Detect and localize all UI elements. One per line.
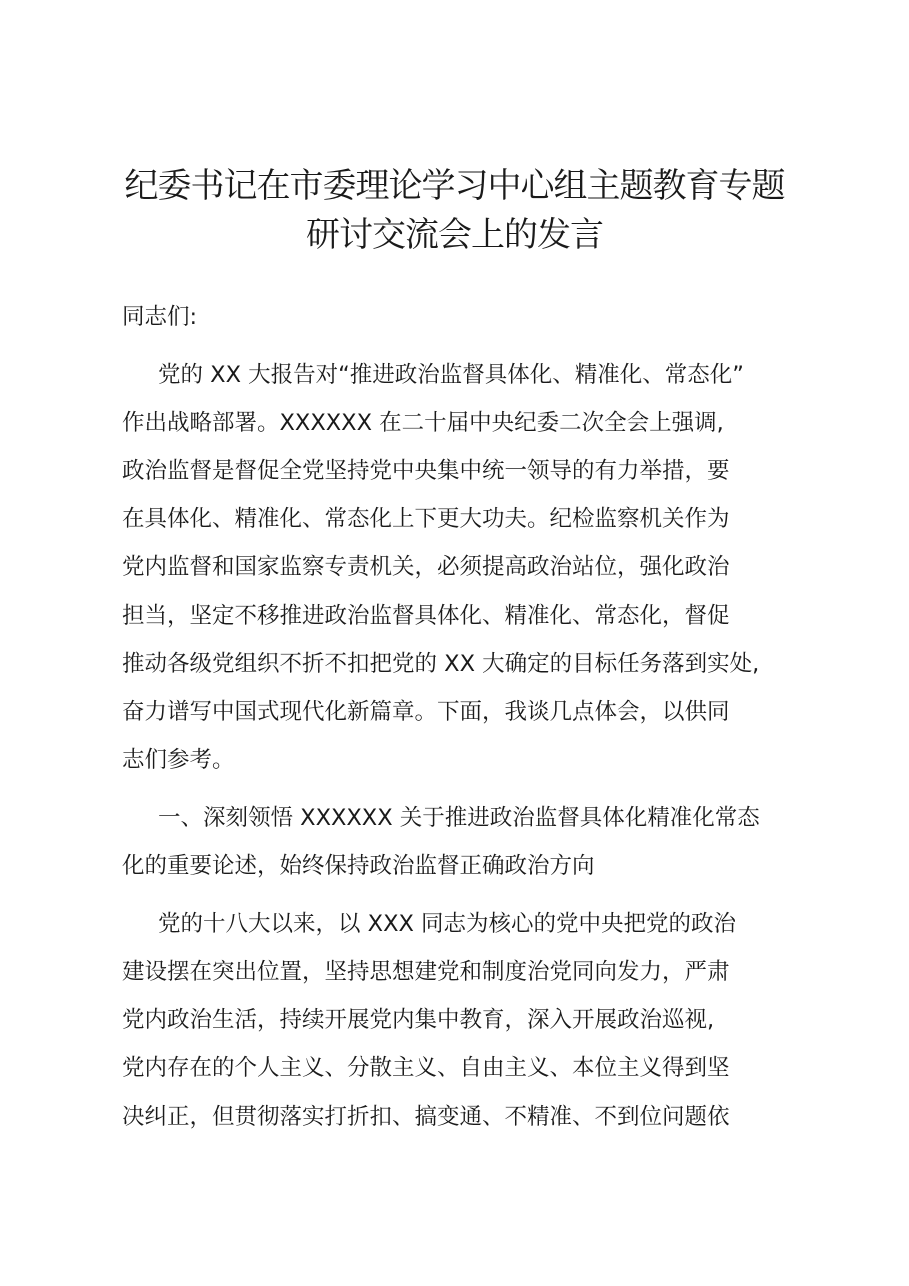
text-line: 在具体化、精准化、常态化上下更大功夫。纪检监察机关作为 (122, 506, 730, 533)
text-line: 作出战略部署。XXXXXX 在二十届中央纪委二次全会上强调, (122, 410, 724, 437)
salutation-text: 同志们: (122, 304, 198, 330)
text-line: 党内政治生活，持续开展党内集中教育，深入开展政治巡视, (122, 1007, 715, 1034)
document-title-line-1: 纪委书记在市委理论学习中心组主题教育专题 (124, 166, 785, 206)
document-title-line-2: 研讨交流会上的发言 (306, 215, 603, 255)
text-line: 推动各级党组织不折不扣把党的 XX 大确定的目标任务落到实处, (122, 650, 760, 677)
text-line: 决纠正，但贯彻落实打折扣、搞变通、不精准、不到位问题依 (122, 1103, 730, 1130)
text-line: 志们参考。 (122, 746, 235, 773)
document-body (122, 293, 802, 1141)
text-line: 担当，坚定不移推进政治监督具体化、精准化、常态化，督促 (122, 602, 730, 629)
heading-line: 一、深刻领悟 XXXXXX 关于推进政治监督具体化精准化常态 (158, 804, 760, 831)
paragraph-intro (122, 351, 802, 784)
section-heading-1 (122, 794, 802, 890)
text-line: 党的 XX 大报告对“推进政治监督具体化、精准化、常态化” (158, 362, 744, 389)
paragraph-section-1 (122, 900, 802, 1140)
text-line: 奋力谱写中国式现代化新篇章。下面，我谈几点体会，以供同 (122, 698, 730, 725)
text-line: 党内存在的个人主义、分散主义、自由主义、本位主义得到坚 (122, 1055, 730, 1082)
salutation (122, 293, 802, 341)
text-line: 建设摆在突出位置，坚持思想建党和制度治党同向发力，严肃 (122, 959, 730, 986)
text-line: 党内监督和国家监察专责机关，必须提高政治站位，强化政治 (122, 554, 730, 581)
text-line: 政治监督是督促全党坚持党中央集中统一领导的有力举措，要 (122, 458, 730, 485)
text-line: 党的十八大以来，以 XXX 同志为核心的党中央把党的政治 (158, 911, 737, 938)
heading-line: 化的重要论述，始终保持政治监督正确政治方向 (122, 853, 595, 880)
